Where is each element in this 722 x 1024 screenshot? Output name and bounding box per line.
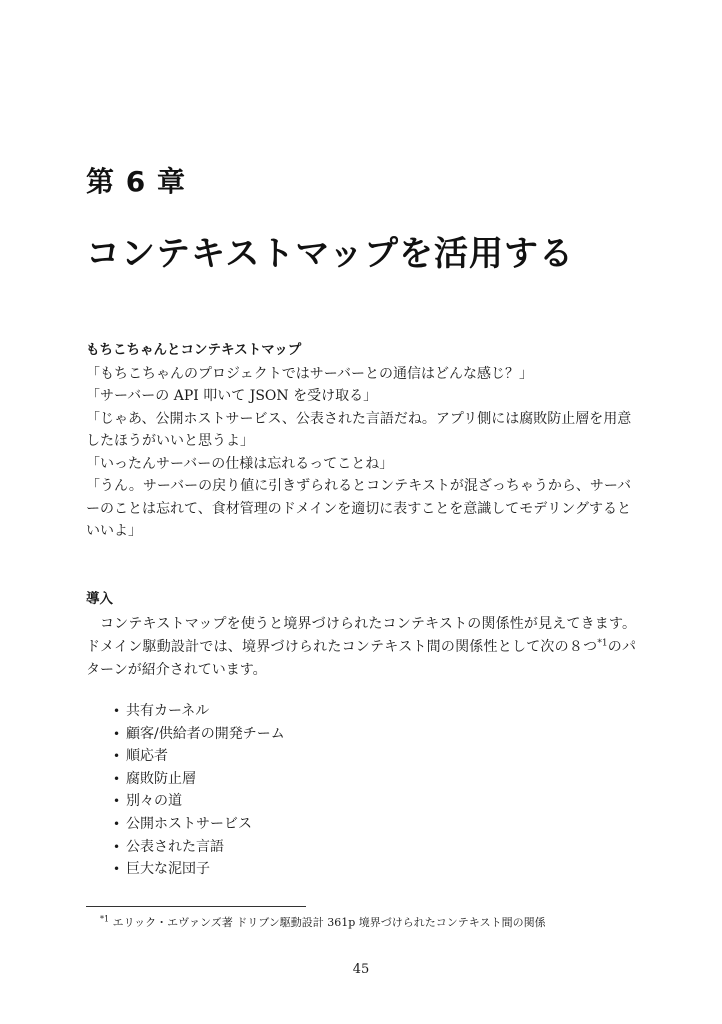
intro-text-after: のパターンが紹介されています。 [86, 639, 636, 678]
bullet-icon: • [113, 839, 121, 854]
list-item-label: 公開ホストサービス [126, 815, 252, 832]
dialog-section [86, 339, 636, 543]
list-item-label: 別々の道 [126, 793, 182, 810]
page-number: 45 [352, 962, 370, 977]
chapter-label: 第 6 章 [86, 165, 186, 198]
bullet-icon: • [113, 794, 121, 809]
intro-section [86, 588, 636, 881]
dialog-line: 「もちこちゃんのプロジェクトではサーバーとの通信はどんな感じ？」 [86, 365, 534, 382]
pattern-list [86, 700, 636, 881]
dialog-line: 「いったんサーバーの仕様は忘れるってことね」 [86, 455, 394, 472]
footnote-text: エリック・エヴァンズ著 ドリブン駆動設計 361p 境界づけられたコンテキスト間の関係 [112, 916, 546, 929]
list-item-label: 巨大な泥団子 [126, 861, 210, 878]
section-heading: 導入 [86, 591, 113, 607]
list-item [86, 858, 636, 881]
list-item-label: 順応者 [126, 748, 168, 765]
list-item [86, 813, 636, 836]
dialog-heading: もちこちゃんとコンテキストマップ [86, 342, 302, 358]
list-item-label: 顧客/供給者の開発チーム [126, 725, 285, 742]
list-item-label: 公表された言語 [126, 838, 224, 855]
bullet-icon: • [113, 749, 121, 764]
list-item [86, 700, 636, 723]
list-item [86, 790, 636, 813]
bullet-icon: • [113, 704, 121, 718]
intro-paragraph [86, 613, 636, 682]
footnote [100, 914, 640, 930]
list-item [86, 723, 636, 746]
list-item [86, 745, 636, 768]
list-item [86, 768, 636, 791]
footnote-reference[interactable]: *1 [597, 638, 608, 649]
intro-text-before: コンテキストマップを使うと境界づけられたコンテキストの関係性が見えてきます。ドメイン駆動設計では、境界づけられたコンテキスト間の関係性として次の８つ [86, 616, 636, 655]
bullet-icon: • [113, 816, 121, 831]
list-item-label: 腐敗防止層 [126, 770, 196, 787]
dialog-line: 「じゃあ、公開ホストサービス、公表された言語だね。アプリ側には腐敗防止層を用意したほうがいいと思うよ」 [86, 410, 632, 449]
footnote-divider [86, 906, 306, 907]
chapter-title: コンテキストマップを活用する [86, 234, 574, 274]
list-item [86, 836, 636, 859]
list-item-label: 共有カーネル [126, 703, 210, 719]
bullet-icon: • [113, 726, 121, 741]
bullet-icon: • [113, 862, 121, 877]
footnote-marker: *1 [100, 914, 110, 924]
bullet-icon: • [113, 771, 121, 786]
dialog-line: 「うん。サーバーの戻り値に引きずられるとコンテキストが混ざっちゃうから、サーバーのことは忘れて、食材管理のドメインを適切に表すことを意識してモデリングするといいよ」 [86, 478, 632, 539]
dialog-line: 「サーバーの API 叩いて JSON を受け取る」 [86, 388, 378, 404]
